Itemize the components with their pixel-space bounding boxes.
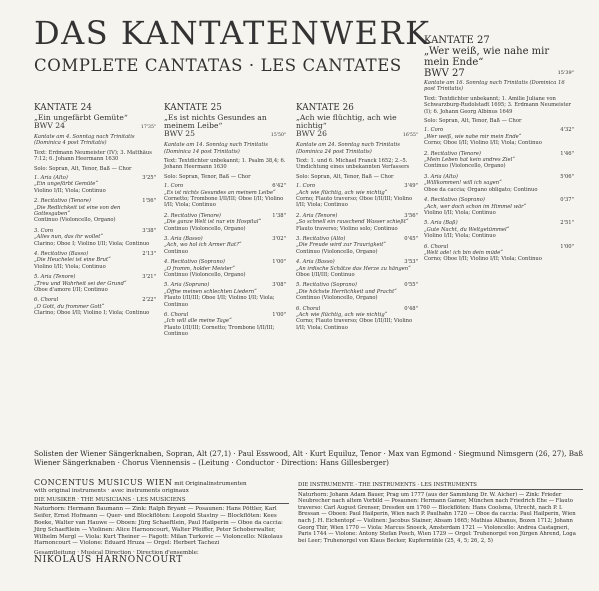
movement-instruments: Violino I/II; Viola; Continuo (34, 187, 106, 194)
movement-time: 0'37" (560, 197, 574, 204)
ensemble-suffix: mit Originalinstrumenten (174, 481, 247, 487)
movement-time: 4'32" (560, 127, 574, 134)
movement-name: 1. Coro (164, 183, 184, 190)
cantata-column-4 (424, 80, 574, 267)
movement-incipit: „Welt ade! ich bin dein müde“ (424, 249, 503, 256)
instruments-text: Naturhorn: Johann Adam Bauer, Prag um 1777 (aus der Sammlung Dr. W. Aicher) — Zink: Frieder Neubrecher nach altem Vorbild — Posaunen: Hermann Gamer, München nach Friedrich Ehe — Flauto traverso: Carl August Grenser, Dresden um 1760 — Blockflöten: Hans Coolsma, Utrecht, nach P. I. Bressan — Oboen: Paul Hailperin, Wien nach P. Paulhahn 1720 — Oboe da caccia: Paul Hailperin, Wien nach J. H. Eichentopf — Violinen: Jacobus Stainer, Absam 1665; Mathias Albanus, Bozen 1712; Johann Georg Thir, Wien 1770 — Viola: Marcus Snoeck, Amsterdam 1721 — Violoncello: Andrea Castagneri, Paris 1744 — Violone: Antony Stefan Posch, Wien 1729 — Orgel: Truhenorgel von Jürgen Ahrend, Loga bei Leer; Truhenorgel von Klaus Becker, Kupfermühle (25, 4, 5; 26, 2, 5) (298, 491, 576, 544)
movement-time: 3'21" (142, 274, 156, 281)
album-subtitle: COMPLETE CANTATAS · LES CANTATES (34, 56, 402, 75)
movement (296, 259, 418, 278)
cantata-occasion: Kantate am 24. Sonntag nach Trinitatis (Dominica 24 post Trinitatis) (296, 142, 400, 155)
movement-name: 1. Aria (Alto) (34, 174, 68, 181)
movement (34, 274, 156, 293)
movement-incipit: „Wer weiß, wie nahe mir mein Ende“ (424, 133, 522, 140)
movement-incipit: „Ich will alle meine Tage“ (164, 318, 232, 325)
movement-incipit: „O fromm, holder Meister“ (164, 265, 235, 272)
movement-incipit: „Ach wie flüchtig, ach wie nichtig“ (296, 312, 388, 319)
movement-incipit: „Öffne meinen schlechten Liedern“ (164, 288, 257, 295)
movement-incipit: „So schnell ein rauschend Wasser schießt“ (296, 219, 409, 226)
movement-name: 2. Recitativo (Tenore) (34, 198, 91, 205)
movement-name: 1. Coro (424, 127, 444, 134)
movement-instruments: Violino I/II; Viola; Continuo (424, 233, 496, 240)
movement-time: 3'56" (404, 212, 418, 219)
movement-incipit: „Mein Leben hat kein andres Ziel“ (424, 157, 515, 164)
movement-incipit: „Alles nun, das ihr wollet“ (34, 234, 103, 241)
performers-block (34, 449, 584, 467)
cantata-subtitle: „Ach wie flüchtig, ach wie nichtig“ (296, 112, 397, 130)
movement-time: 1'00" (272, 312, 286, 319)
movement (424, 197, 574, 216)
movement-time: 6'42" (272, 183, 286, 190)
movement-name: 4. Recitativo (Basso) (34, 251, 89, 257)
movement-name: 3. Aria (Alto) (424, 173, 458, 180)
movement (296, 213, 418, 232)
movement-time: 1'00" (560, 243, 574, 250)
movement-instruments: Corno; Flauto traverso; Oboe I/II/III; Violino I/II; Viola; Continuo (296, 318, 413, 331)
movement-name: 5. Aria (Soprano) (164, 282, 210, 289)
movement-instruments: Clarino; Oboe I/II; Violino I; Viola; Continuo (34, 310, 150, 317)
movement-incipit: „Ach, wer doch schon im Himmel wär“ (424, 203, 527, 210)
movement (34, 251, 156, 270)
movement (296, 183, 418, 209)
movement-time: 0'45" (404, 235, 418, 242)
musicians-heading: DIE MUSIKER · THE MUSICIANS · LES MUSICIENS (34, 497, 289, 505)
movement-instruments: Corno; Oboe I/II; Violino I/II; Viola; Continuo (424, 256, 542, 263)
movement-name: 4. Recitativo (Soprano) (164, 259, 225, 266)
movement-name: 5. Aria (Tenore) (34, 274, 76, 281)
movement-name: 1. Coro (296, 183, 316, 190)
cantata-27-duration: 15'39" (557, 70, 574, 76)
movement-time: 5'06" (560, 173, 574, 180)
movement-name: 4. Recitativo (Soprano) (424, 197, 485, 204)
movement (424, 220, 574, 239)
movement-time: 3'38" (142, 227, 156, 234)
movement-time: 3'02" (272, 235, 286, 242)
instruments-heading: DIE INSTRUMENTE · THE INSTRUMENTS · LES INSTRUMENTS (298, 482, 583, 490)
movement (424, 244, 574, 263)
movement-instruments: Flauto I/II/III; Cornetto; Trombone I/II/III; Continuo (164, 324, 275, 338)
cantata-scoring: Solo: Sopran, Alt, Tenor, Baß — Chor (424, 118, 522, 125)
movement (34, 297, 156, 316)
movement-incipit: „Ach, wo hol ich Armer Rat?“ (164, 242, 242, 249)
cantata-bwv: BWV 24 (34, 120, 65, 130)
cantata-occasion: Kantate am 4. Sonntag nach Trinitatis (Dominica 4 post Trinitatis) (34, 133, 135, 147)
musicians-text: Naturhorn: Hermann Baumann — Zink: Ralph Bryant — Posaunen: Hans Pöttler, Karl Seifer, Ernst Hofmann — Quer- und Blockflöten: Leopold Stastny — Blockflöten: Kees Boeke, Walter van Hauwe — Oboen: Jürg Schaeftlein, Paul Hailperin — Oboe da caccia: Jürg Schaeftlein — Violinen: Alice Harnoncourt, Walter Pfeiffer, Peter Schoberwalter, Wilhelm Mergl — Viola: Kurt Theiner — Fagott: Milan Turkovic — Violoncello: Nikolaus Harnoncourt — Violone: Eduard Hruza — Orgel: Herbert Tachezi (34, 506, 283, 547)
cantata-heading: KANTATE 25 (164, 103, 222, 113)
movement (164, 236, 286, 255)
movement-time: 3'08" (272, 282, 286, 289)
movement-instruments: Flauto traverso; Violino solo; Continuo (296, 225, 398, 232)
movement-instruments: Continuo (Violoncello, Organo) (296, 248, 378, 255)
movement (34, 228, 156, 247)
movement-incipit: „Die Freude wird zur Traurigkeit“ (296, 242, 386, 249)
cantata-heading: KANTATE 24 (34, 103, 92, 113)
movement-incipit: „Die Redlichkeit ist eine von den Gottesgaben“ (34, 204, 121, 217)
instruments-credits (298, 480, 583, 544)
movement-instruments: Continuo (164, 248, 188, 255)
movement-instruments: Violino I/II; Viola; Continuo (424, 209, 496, 216)
movement-time: 0'55" (404, 282, 418, 289)
movement-time: 1'56" (142, 198, 156, 205)
cantata-column-3 (296, 104, 418, 335)
movement-name: 2. Recitativo (Tenore) (424, 150, 481, 157)
movement-name: 6. Choral (34, 297, 59, 304)
movement-instruments: Oboe da caccia; Organo obligato; Continuo (424, 186, 538, 193)
movement-instruments: Continuo (Violoncello, Organo) (424, 163, 506, 170)
movement-time: 1'38" (272, 212, 286, 219)
movement (164, 183, 286, 209)
cantata-text-source: Text: Erdmann Neumeister (IV); 3. Matthäus 7:12; 6. Johann Heermann 1630 (34, 149, 152, 163)
cantata-scoring: Solo: Sopran, Alt, Tenor, Baß — Chor (34, 165, 132, 172)
cantata-duration: 15'50" (270, 132, 286, 138)
movement-name: 5. Recitativo (Soprano) (296, 282, 357, 289)
movement-instruments: Oboe I/II/III; Continuo (296, 272, 355, 279)
direction-heading: Gesamtleitung · Musical Direction · Direction d'ensemble: (34, 550, 199, 557)
movement-time: 3'25" (142, 174, 156, 181)
movement-name: 3. Aria (Basso) (164, 235, 203, 242)
movement-instruments: Cornetto; Trombone I/II/III; Oboe I/II; Violino I/II; Viola; Continuo (164, 195, 284, 209)
movement (424, 151, 574, 170)
movement-instruments: Oboe d'amore I/II; Continuo (34, 287, 108, 294)
cantata-duration: 17'35" (140, 124, 156, 130)
cantata-bwv: BWV 26 (296, 128, 327, 138)
movement-incipit: „Willkommen! will ich sagen“ (424, 180, 502, 187)
movement-incipit: „Ach wie flüchtig, ach wie nichtig“ (296, 189, 388, 196)
movement-instruments: Corno; Flauto traverso; Oboe I/II/III; Violino I/II; Viola; Continuo (296, 195, 413, 209)
cantata-bwv: BWV 25 (164, 128, 195, 138)
movement-time: 1'46" (560, 150, 574, 157)
soloists-line: Solisten der Wiener Sängerknaben, Sopran, Alt (27,1) · Paul Esswood, Alt · Kurt Equiluz, Tenor · Max van Egmond · Siegmund Nimsgern (26, 27), Baß (34, 449, 584, 458)
movement-instruments: Continuo (Violoncello, Organo) (34, 217, 116, 224)
cantata-occasion: Kantate am 16. Sonntag nach Trinitatis (Dominica 16 post Trinitatis) (424, 80, 565, 93)
movement-name: 6. Choral (424, 243, 449, 250)
album-title: DAS KANTATENWERK (34, 14, 431, 52)
movement-instruments: Violino I/II; Viola; Continuo (34, 263, 106, 270)
cantata-27-bwv: BWV 27 (424, 68, 465, 79)
movement-incipit: „O Gott, du frommer Gott“ (34, 303, 105, 310)
conductor-name: NIKOLAUS HARNONCOURT (34, 554, 184, 565)
cantata-duration: 16'55" (402, 132, 418, 138)
movement-time: 2'22" (142, 297, 156, 304)
cantata-27-header (424, 35, 574, 79)
movement (34, 198, 156, 224)
movement-incipit: „Ein ungefärbt Gemüte“ (34, 181, 99, 188)
movement (164, 312, 286, 338)
movement-time: 3'53" (404, 259, 418, 266)
choirs-line: Wiener Sängerknaben · Chorus Viennensis – (Leitung · Conductor · Direction: Hans Gillesberger) (34, 458, 389, 467)
movement-instruments: Flauto I/II/III; Oboe I/II; Violino I/II; Viola; Continuo (164, 295, 275, 308)
movement-incipit: „Die ganze Welt ist nur ein Hospital“ (164, 219, 262, 226)
movement-incipit: „Die höchste Herrlichkeit und Pracht“ (296, 288, 397, 295)
movement-instruments: Corno; Oboe I/II; Violino I/II; Viola; Continuo (424, 140, 542, 147)
movement-incipit: „Gute Nacht, du Weltgetümmel“ (424, 226, 510, 233)
movement (164, 213, 286, 232)
movement (296, 282, 418, 301)
movement-name: 6. Choral (296, 305, 321, 312)
cantata-column-2 (164, 104, 286, 342)
cantata-subtitle: „Ein ungefärbt Gemüte“ (34, 112, 128, 122)
cantata-occasion: Kantate am 14. Sonntag nach Trinitatis (Dominica 14 post Trinitatis) (164, 142, 268, 155)
movement-incipit: „Die Heuchelei ist eine Brut“ (34, 257, 111, 264)
movement-instruments: Clarino; Oboe I; Violino I/II; Viola; Continuo (34, 240, 150, 247)
movement-instruments: Continuo (Violoncello, Organo) (164, 225, 246, 232)
cantata-text-source: Text: 1. und 6. Michael Franck 1652; 2.–5. Umdichtung eines unbekannten Verfassers (296, 157, 410, 171)
cantata-subtitle: „Es ist nichts Gesundes an meinem Leibe“ (164, 112, 267, 130)
movement-time: 0'48" (404, 305, 418, 312)
movement-time: 2'13" (142, 251, 156, 257)
movement-name: 3. Recitativo (Alto) (296, 235, 346, 242)
cantata-scoring: Solo: Sopran, Alt, Tenor, Baß — Chor (296, 173, 394, 180)
cantata-27-heading: KANTATE 27 (424, 35, 490, 46)
movement-name: 4. Aria (Basso) (296, 259, 335, 266)
cantata-scoring: Solo: Sopran, Tenor, Baß — Chor (164, 173, 251, 180)
movement-name: 3. Coro (34, 227, 54, 234)
cantata-27-subtitle: „Wer weiß, wie nahe mir mein Ende“ (424, 46, 550, 68)
movement-incipit: „Treu und Wahrheit sei der Grund“ (34, 280, 127, 287)
movement-time: 2'51" (560, 220, 574, 227)
cantata-text-source: Text: Textdichter unbekannt; 1. Amilie Juliane von Schwarzburg-Rudolstadt 1695; 3. Erdmann Neumeister (I); 6. Johann Georg Albinus 1649 (424, 95, 572, 115)
movement-time: 1'00" (272, 259, 286, 266)
movement-name: 2. Aria (Tenore) (296, 212, 338, 219)
movement-name: 5. Aria (Baß) (424, 220, 458, 227)
movement (34, 175, 156, 194)
movement (424, 127, 574, 146)
movement (424, 174, 574, 193)
movement-name: 6. Choral (164, 312, 189, 319)
movement (164, 259, 286, 278)
movement-incipit: „An irdische Schätze das Herze zu hängen“ (296, 265, 411, 272)
movement-instruments: Continuo (Violoncello, Organo) (164, 272, 246, 279)
cantata-column-1 (34, 104, 156, 321)
movement (164, 282, 286, 308)
movement (296, 236, 418, 255)
movement-incipit: „Es ist nichts Gesundes an meinem Leibe“ (164, 189, 276, 196)
cantata-text-source: Text: Textdichter unbekannt; 1. Psalm 38,4; 6. Johann Heermann 1630 (164, 157, 286, 171)
movement-instruments: Continuo (Violoncello, Organo) (296, 295, 378, 302)
ensemble-name: CONCENTUS MUSICUS WIEN (34, 478, 173, 487)
movement-time: 3'49" (404, 183, 418, 190)
movement (296, 306, 418, 332)
movement-name: 2. Recitativo (Tenore) (164, 212, 221, 219)
cantata-heading: KANTATE 26 (296, 103, 354, 113)
musicians-credits (34, 480, 289, 564)
ensemble-line2: with original instruments · avec instruments originaux (34, 487, 189, 494)
